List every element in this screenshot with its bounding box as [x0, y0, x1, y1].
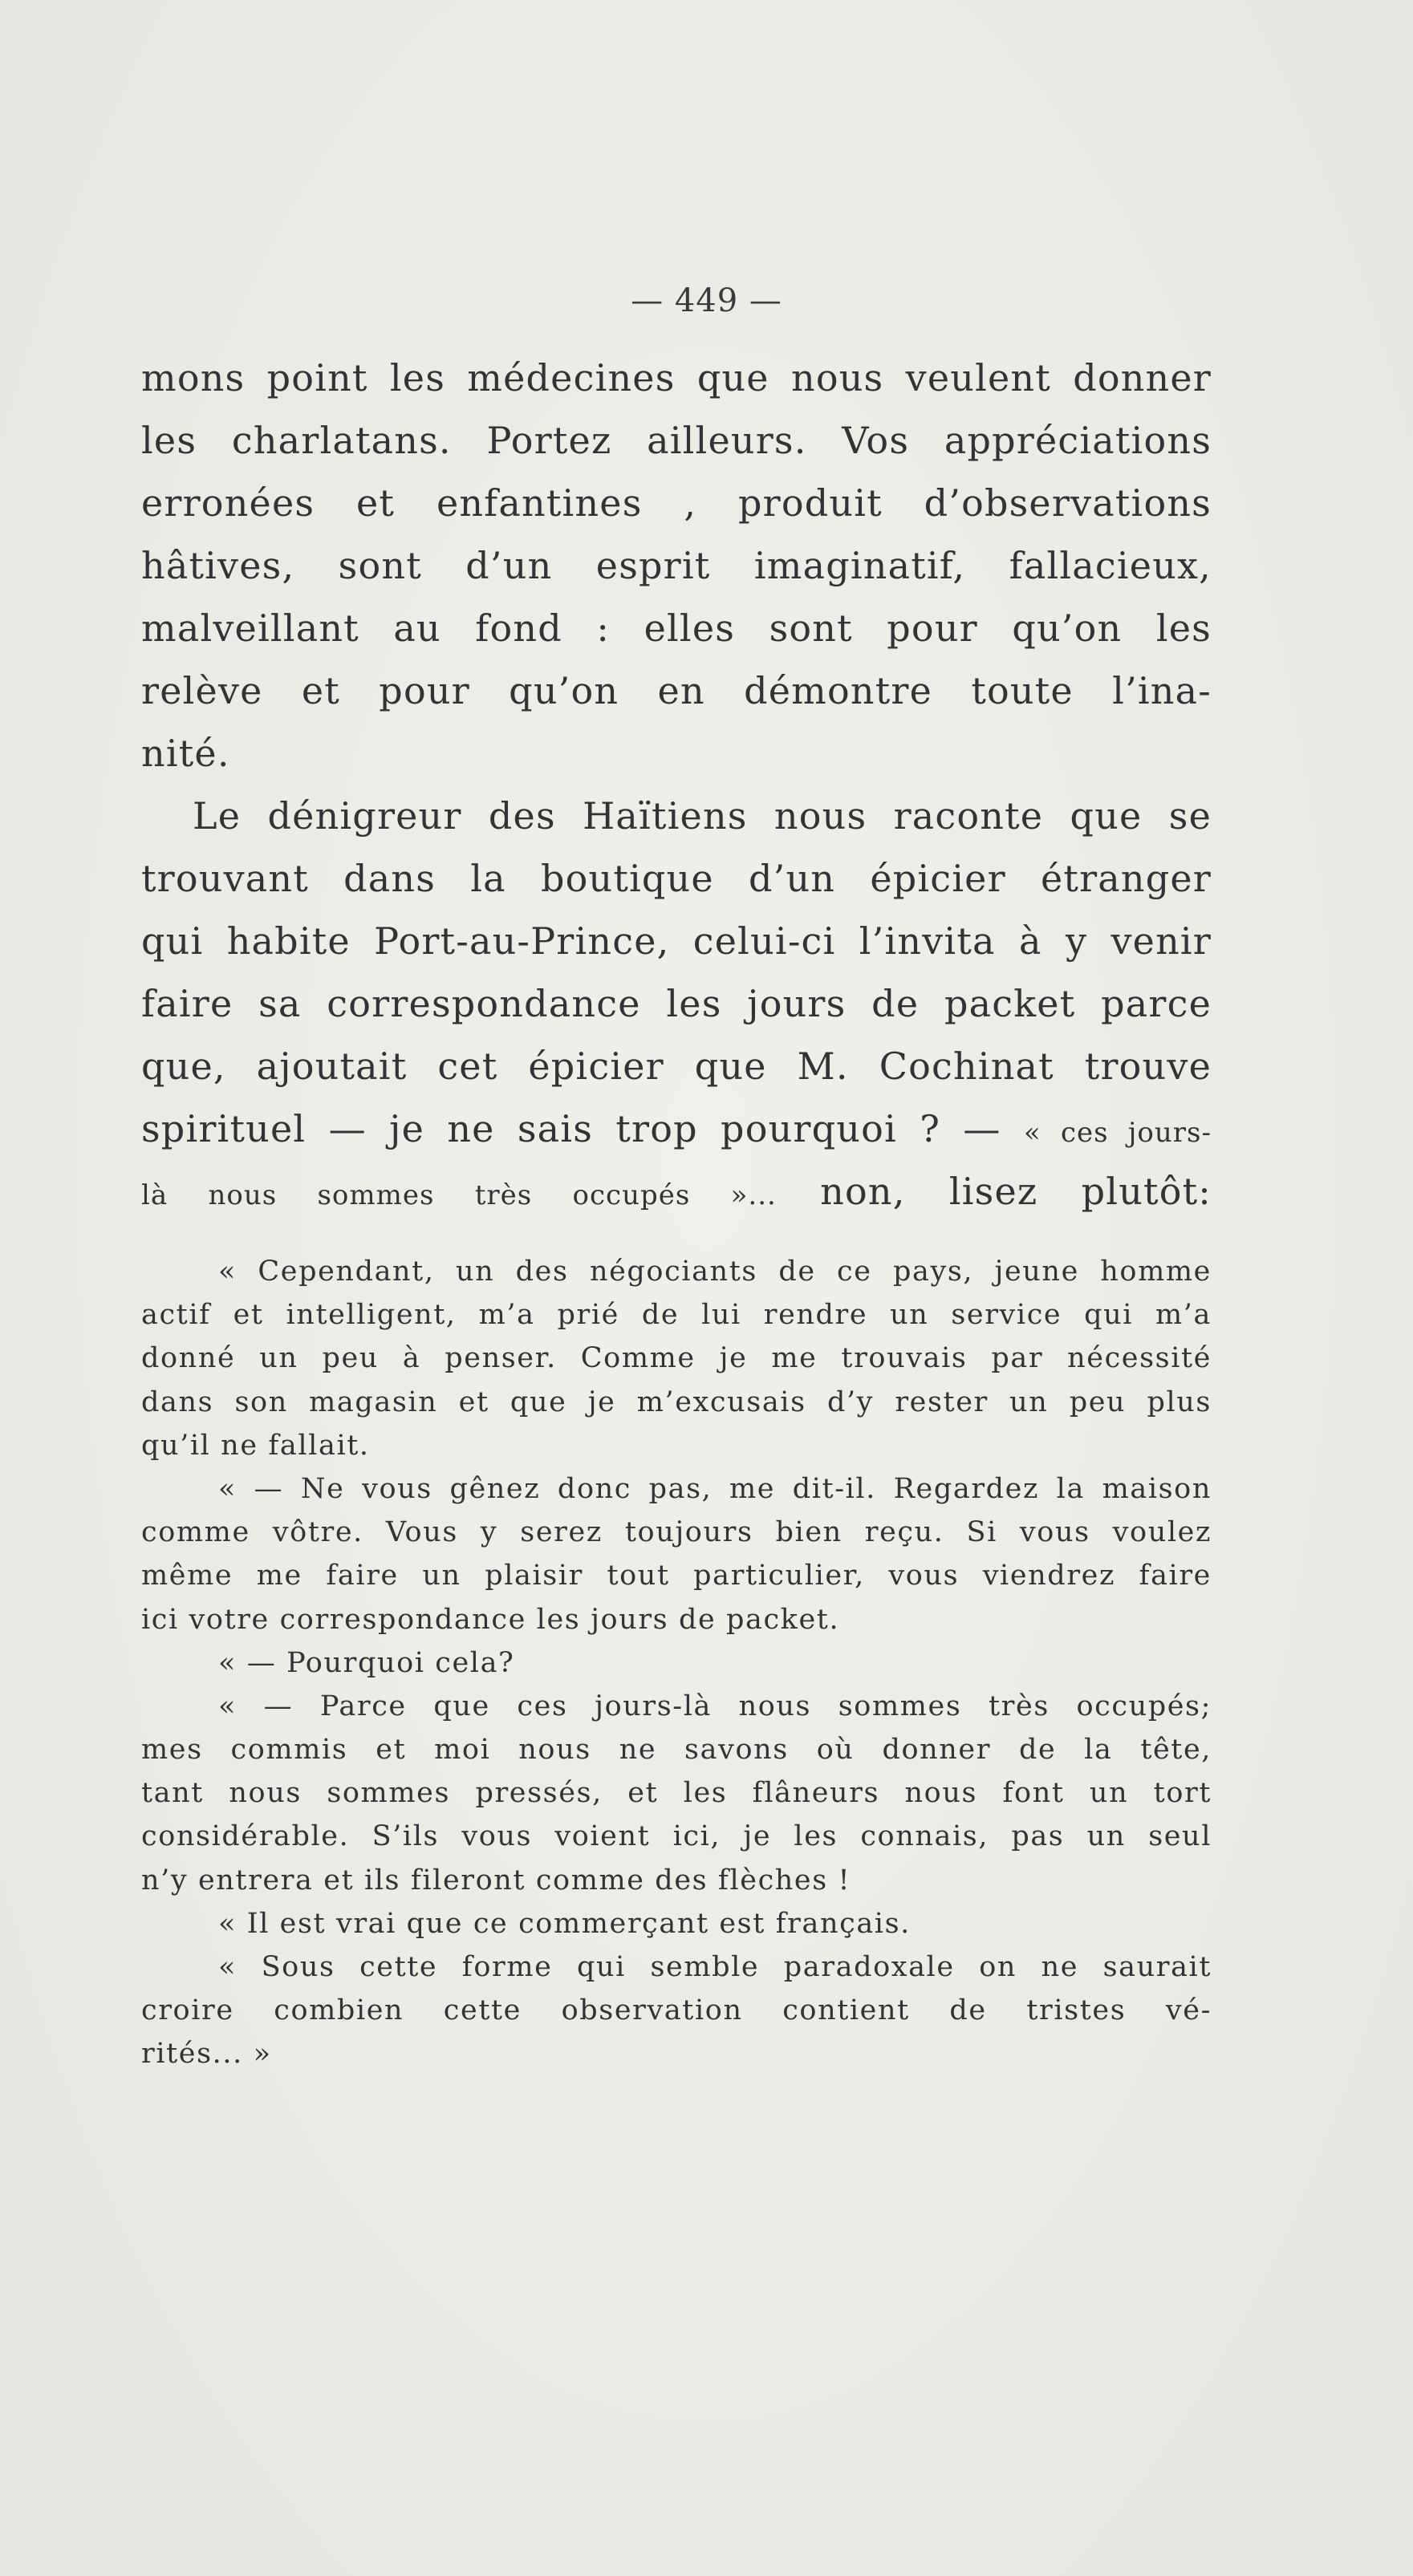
text-line: les charlatans. Portez ailleurs. Vos appréciations [141, 419, 1212, 462]
quote-line: « — Parce que ces jours-là nous sommes très occupés; [218, 1690, 1212, 1722]
quote-line: n’y entrera et ils fileront comme des flèches ! [141, 1864, 851, 1897]
quote-line: ici votre correspondance les jours de packet. [141, 1603, 840, 1636]
text-line: Le dénigreur des Haïtiens nous raconte que se [193, 794, 1212, 838]
text-line: nité. [141, 732, 230, 775]
text-line: malveillant au fond : elles sont pour qu’on les [141, 606, 1212, 650]
quote-line: considérable. S’ils vous voient ici, je les connais, pas un seul [141, 1820, 1212, 1853]
text-line: que, ajoutait cet épicier que M. Cochinat trouve [141, 1045, 1212, 1088]
quote-line: comme vôtre. Vous y serez toujours bien reçu. Si vous voulez [141, 1516, 1212, 1549]
quote-line: « — Ne vous gênez donc pas, me dit-il. Regardez la maison [218, 1472, 1212, 1505]
text-segment: spirituel — je ne sais trop pourquoi ? — [141, 1107, 1001, 1150]
page-number: — 449 — [631, 282, 782, 319]
quote-line: donné un peu à penser. Comme je me trouvais par nécessité [141, 1342, 1212, 1375]
quote-line: mes commis et moi nous ne savons où donner de la tête, [141, 1734, 1212, 1767]
text-segment: non, lisez plutôt: [820, 1170, 1212, 1213]
quote-line: « Il est vrai que ce commerçant est français. [218, 1907, 911, 1940]
text-line [141, 1097, 1212, 1160]
text-segment-small: « ces jours- [1023, 1117, 1212, 1149]
main-paragraphs [141, 347, 1212, 1223]
quote-line: « Cependant, un des négociants de ce pays, jeune homme [218, 1256, 1212, 1288]
quote-line: tant nous sommes pressés, et les flâneurs nous font un tort [141, 1777, 1212, 1810]
quote-line: « Sous cette forme qui semble paradoxale on ne saurait [218, 1951, 1212, 1983]
text-line: erronées et enfantines , produit d’observations [141, 481, 1212, 525]
quote-line: rités... » [141, 2038, 272, 2071]
quote-line: même me faire un plaisir tout particulier, vous viendrez faire [141, 1560, 1212, 1592]
text-line: mons point les médecines que nous veulent donner [141, 356, 1212, 400]
text-line: relève et pour qu’on en démontre toute l’ina- [141, 669, 1212, 712]
quoted-passage [141, 1250, 1212, 2076]
text-line: qui habite Port-au-Prince, celui-ci l’invita à y venir [141, 919, 1212, 963]
text-line: faire sa correspondance les jours de packet parce [141, 982, 1212, 1025]
text-line [141, 1160, 1212, 1223]
text-line: hâtives, sont d’un esprit imaginatif, fallacieux, [141, 544, 1212, 587]
quote-line: actif et intelligent, m’a prié de lui rendre un service qui m’a [141, 1299, 1212, 1332]
text-line: trouvant dans la boutique d’un épicier étranger [141, 857, 1212, 900]
text-segment-small: là nous sommes très occupés »... [141, 1179, 777, 1211]
quote-line: dans son magasin et que je m’excusais d’y rester un peu plus [141, 1385, 1212, 1418]
quote-line: « — Pourquoi cela? [218, 1646, 515, 1679]
quote-line: croire combien cette observation contient de tristes vé- [141, 1994, 1212, 2027]
quote-line: qu’il ne fallait. [141, 1429, 370, 1462]
